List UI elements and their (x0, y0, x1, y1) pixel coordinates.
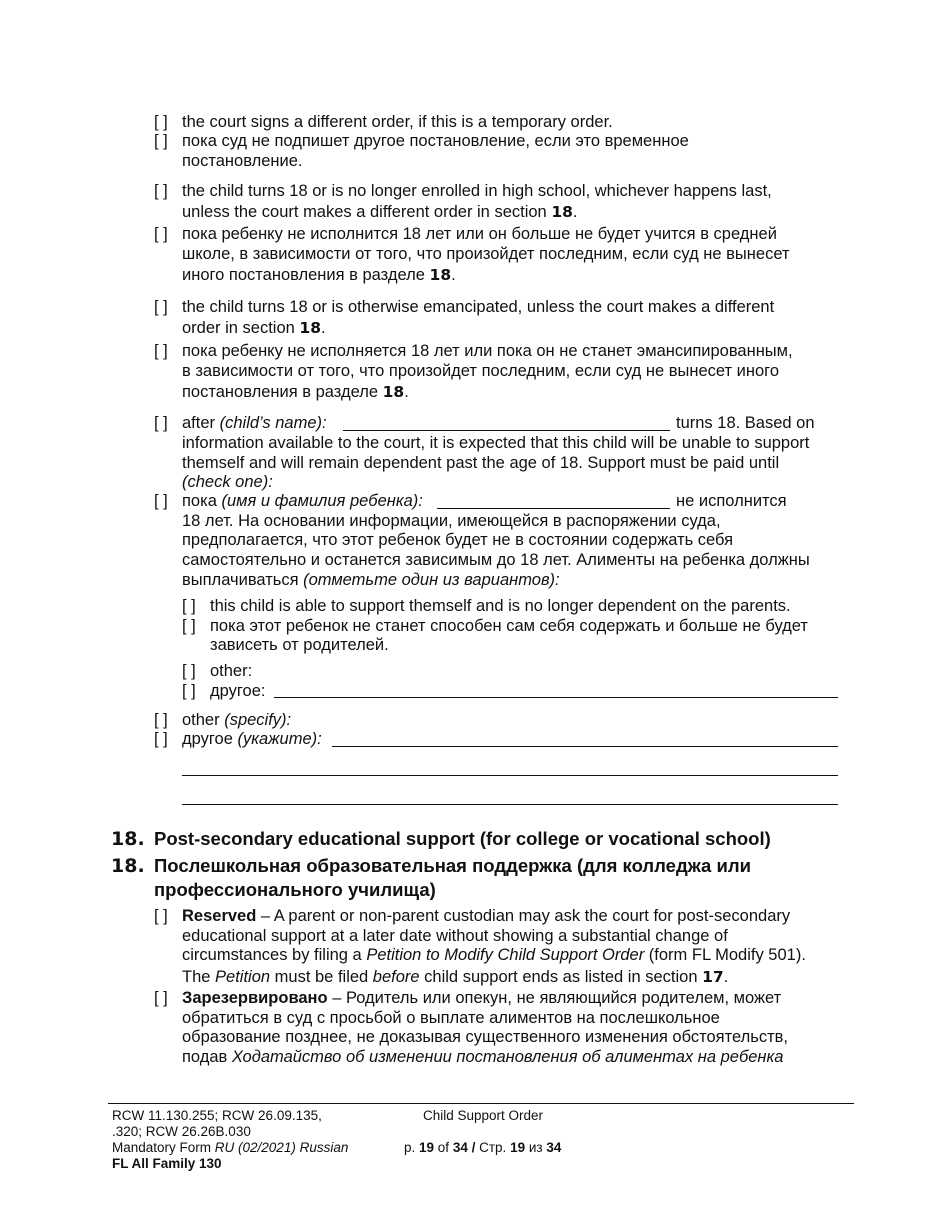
checkbox-after-child-name-ru[interactable]: [ ] (154, 492, 168, 510)
section-ref: 18 (551, 203, 573, 221)
child-name-field[interactable] (343, 430, 670, 431)
checkbox-high-school[interactable]: [ ] (154, 182, 168, 200)
option-other-ru (182, 729, 322, 749)
section-ref-17: 17 (702, 968, 724, 986)
reserved-label: Reserved (182, 907, 257, 925)
reserved-en-3c: (form FL Modify 501). (644, 946, 806, 964)
option-after-ru-5 (182, 570, 560, 590)
footer-form-id: FL All Family 130 (112, 1156, 222, 1171)
checkbox-reserved-ru[interactable]: [ ] (154, 989, 168, 1007)
section-ref: 18 (382, 383, 405, 401)
footer-mandatory-form (112, 1140, 348, 1156)
reserved-ru-3: образование позднее, не доказывая существенного изменения обстоятельств, (182, 1028, 788, 1046)
checkbox-temporary-order[interactable]: [ ] (154, 113, 168, 131)
page-str: Стр. (479, 1140, 511, 1155)
checkbox-reserved[interactable]: [ ] (154, 907, 168, 925)
period: . (451, 266, 456, 284)
after-en-b: (child’s name): (219, 414, 327, 432)
option-able-ru-1: пока этот ребенок не станет способен сам себя содержать и больше не будет (210, 617, 808, 635)
reserved-ru-4 (182, 1047, 783, 1067)
section-number: 18. (111, 828, 145, 850)
option-after-en-3: themself and will remain dependent past the age of 18. Support must be paid until (182, 454, 780, 472)
reserved-en-2: educational support at a later date without showing a substantial change of (182, 927, 728, 945)
hs-ru-text: иного постановления в разделе (182, 266, 430, 284)
checkbox-sub-other-ru[interactable]: [ ] (182, 682, 196, 700)
after-ru-a: пока (182, 492, 222, 510)
section-number: 18. (111, 855, 145, 877)
option-after-en-4: (check one): (182, 473, 273, 491)
other-specify-field-line-2[interactable] (182, 775, 838, 776)
option-temporary-order-ru-2: постановление. (182, 152, 303, 170)
checkbox-emancipated-ru[interactable]: [ ] (154, 342, 168, 360)
after-ru-5b: (отметьте один из вариантов): (303, 571, 560, 589)
reserved-en-1-text: – A parent or non-parent custodian may ask the court for post-secondary (256, 907, 791, 925)
em-ru-text: постановления в разделе (182, 383, 383, 401)
reserved-en-3 (182, 945, 806, 965)
page-p: p. (404, 1140, 420, 1155)
after-ru-c: не исполнится (676, 492, 787, 510)
section-18-heading-en (111, 827, 145, 851)
other-ru-b: (укажите): (237, 730, 322, 748)
after-ru-b: (имя и фамилия ребенка): (221, 492, 423, 510)
checkbox-high-school-ru[interactable]: [ ] (154, 225, 168, 243)
period: . (320, 319, 326, 337)
sub-other-field[interactable] (274, 697, 838, 698)
option-emancipated-ru-2: в зависимости от того, что произойдет последним, если суд не вынесет иного (182, 362, 780, 380)
option-high-school-ru-3 (182, 265, 456, 285)
hs-en-text: unless the court makes a different order in section (182, 203, 552, 221)
section-18-title-en: Post-secondary educational support (for college or vocational school) (154, 828, 771, 849)
after-ru-5a: выплачиваться (182, 571, 304, 589)
section-18-heading-ru (111, 854, 145, 878)
reserved-en-4 (182, 967, 728, 987)
reserved-ru-1-text: – Родитель или опекун, не являющийся родителем, может (327, 989, 782, 1007)
footer-rule (108, 1103, 854, 1104)
other-specify-field[interactable] (332, 746, 838, 747)
page-total: 34 (452, 1140, 468, 1155)
page-total-ru: 34 (546, 1140, 562, 1155)
reserved-ru-4a: подав (182, 1048, 232, 1066)
reserved-ru-1 (182, 988, 781, 1008)
child-name-field-ru[interactable] (437, 508, 670, 509)
petition-title: Petition to Modify Child Support Order (366, 946, 645, 964)
section-ref: 18 (429, 266, 452, 284)
after-en-a: after (182, 414, 220, 432)
option-emancipated-en-2 (182, 318, 326, 338)
option-other-en (182, 710, 291, 730)
option-temporary-order-en: the court signs a different order, if this is a temporary order. (182, 113, 613, 131)
reserved-en-1 (182, 906, 790, 926)
option-emancipated-ru-3 (182, 382, 409, 402)
other-ru-a: другое (182, 730, 238, 748)
option-sub-other-en: other: (210, 662, 253, 680)
footer-rcw-1: RCW 11.130.255; RCW 26.09.135, (112, 1108, 322, 1123)
option-after-en-1 (182, 413, 327, 433)
footer-doc-title: Child Support Order (423, 1108, 544, 1123)
period: . (723, 968, 729, 986)
option-after-ru-4: самостоятельно и останется зависимым до 18 лет. Алименты на ребенка должны (182, 551, 810, 569)
reserved-ru-2: обратиться в суд с просьбой о выплате алиментов на послешкольное (182, 1009, 720, 1027)
page-current: 19 (419, 1140, 435, 1155)
option-emancipated-en-1: the child turns 18 or is otherwise emancipated, unless the court makes a different (182, 298, 775, 316)
option-emancipated-ru-1: пока ребенку не исполняется 18 лет или пока он не станет эмансипированным, (182, 342, 793, 360)
section-ref: 18 (299, 319, 321, 337)
other-en-a: other (182, 711, 225, 729)
checkbox-after-child-name[interactable]: [ ] (154, 414, 168, 432)
page-iz: из (525, 1140, 547, 1155)
after-en-c: turns 18. Based on (676, 414, 815, 432)
option-high-school-en-2 (182, 202, 577, 222)
footer-page-number (404, 1140, 561, 1156)
footer-mandatory-label: Mandatory Form (112, 1140, 215, 1155)
reserved-en-4a: The (182, 968, 216, 986)
option-high-school-ru-2: школе, в зависимости от того, что произойдет последним, если суд не вынесет (182, 245, 790, 263)
checkbox-emancipated[interactable]: [ ] (154, 298, 168, 316)
reserved-en-4e: child support ends as listed in section (419, 968, 703, 986)
option-high-school-ru-1: пока ребенку не исполнится 18 лет или он больше не будет учится в средней (182, 225, 777, 243)
other-specify-field-line-3[interactable] (182, 804, 838, 805)
em-en-text: order in section (182, 319, 300, 337)
option-temporary-order-ru-1: пока суд не подпишет другое постановление, если это временное (182, 132, 689, 150)
section-18-title-ru-1: Послешкольная образовательная поддержка (для колледжа или (154, 855, 751, 876)
reserved-en-4c: must be filed (270, 968, 373, 986)
checkbox-other-specify[interactable]: [ ] (154, 711, 168, 729)
reserved-en-3a: circumstances by filing a (182, 946, 367, 964)
page-of: of (434, 1140, 453, 1155)
checkbox-sub-other[interactable]: [ ] (182, 662, 196, 680)
reserved-en-4d: before (372, 968, 420, 986)
footer-mandatory-version: RU (02/2021) Russian (214, 1140, 349, 1155)
checkbox-able-support-ru[interactable]: [ ] (182, 617, 196, 635)
option-able-en: this child is able to support themself and is no longer dependent on the parents. (210, 597, 791, 615)
option-able-ru-2: зависеть от родителей. (210, 636, 389, 654)
petition-title-ru: Ходатайство об изменении постановления об алиментах на ребенка (231, 1048, 784, 1066)
option-after-ru-3: предполагается, что этот ребенок будет не в состоянии содержать себя (182, 531, 734, 549)
option-after-ru-2: 18 лет. На основании информации, имеющейся в распоряжении суда, (182, 512, 721, 530)
other-en-b: (specify): (224, 711, 292, 729)
checkbox-temporary-order-ru[interactable]: [ ] (154, 132, 168, 150)
section-18-title-ru-2: профессионального училища) (154, 879, 436, 900)
option-after-en-2: information available to the court, it is expected that this child will be unable to support (182, 434, 810, 452)
reserved-en-4b: Petition (215, 968, 271, 986)
checkbox-other-specify-ru[interactable]: [ ] (154, 730, 168, 748)
period: . (404, 383, 409, 401)
page-slash: / (467, 1140, 480, 1155)
footer-rcw-2: .320; RCW 26.26B.030 (112, 1124, 251, 1139)
period: . (572, 203, 578, 221)
option-high-school-en-1: the child turns 18 or is no longer enrolled in high school, whichever happens last, (182, 182, 772, 200)
option-sub-other-ru: другое: (210, 682, 266, 700)
checkbox-able-support[interactable]: [ ] (182, 597, 196, 615)
page-current-ru: 19 (510, 1140, 526, 1155)
reserved-label-ru: Зарезервировано (182, 989, 328, 1007)
option-after-ru-1 (182, 491, 423, 511)
